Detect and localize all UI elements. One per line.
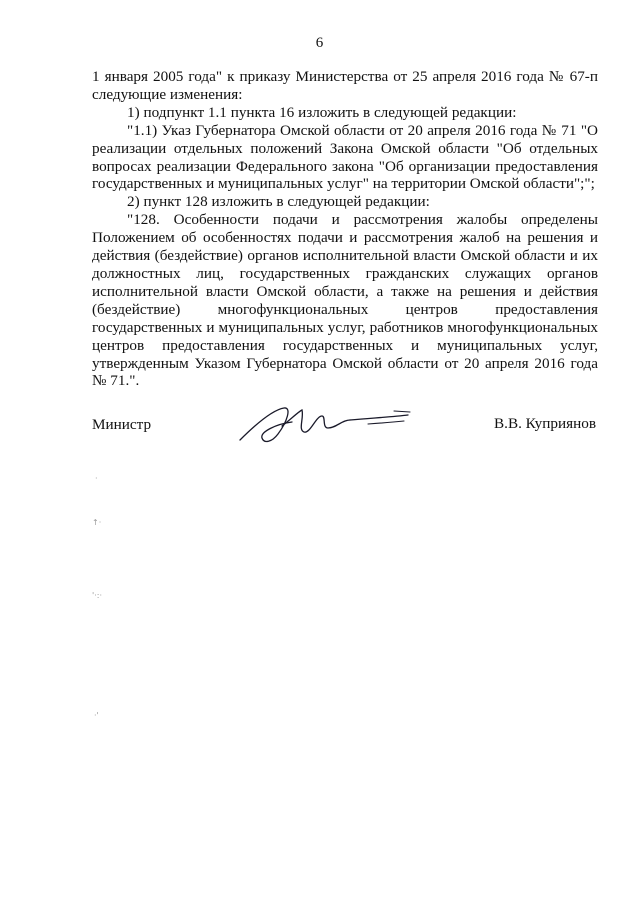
item-2-heading: 2) пункт 128 изложить в следующей редакции:	[127, 193, 430, 211]
item-2-text: "128. Особенности подачи и рассмотрения жалобы определены Положением об особенностях подачи и рассмотрения жалоб на решения и действия (бездействие) органов исполнительной власти Омской области и их должностных лиц, государственных гражданских служащих органов исполнительной власти Омской области, а также на решения и действия (бездействие) многофункциональных центров предоставления государственных и муниципальных услуг, работников многофункциональных центров предоставления государственных и муниципальных услуг, утвержденным Указом Губернатора Омской области от 20 апреля 2016 года № 71.".	[92, 211, 598, 390]
document-body	[92, 68, 598, 390]
intro-paragraph: 1 января 2005 года" к приказу Министерства от 25 апреля 2016 года № 67-п следующие изменения:	[92, 68, 598, 103]
item-1-heading: 1) подпункт 1.1 пункта 16 изложить в следующей редакции:	[127, 103, 517, 121]
item-1-text: "1.1) Указ Губернатора Омской области от 20 апреля 2016 года № 71 "О реализации отдельных положений Закона Омской области "Об отдельных вопросах реализации Федерального закона "Об организации предоставления государственных и муниципальных услуг" на территории Омской области";";	[92, 121, 598, 193]
signature-block	[92, 402, 596, 452]
signer-title: Министр	[92, 416, 152, 433]
signer-name: В.В. Куприянов	[494, 415, 596, 432]
scan-artifact: ·	[95, 474, 98, 483]
scan-artifact: ·'	[94, 711, 99, 720]
handwritten-signature	[232, 402, 422, 448]
page-number: 6	[315, 35, 324, 51]
scan-artifact: ↑·	[92, 518, 102, 527]
scan-artifact: '·:·	[92, 591, 102, 600]
